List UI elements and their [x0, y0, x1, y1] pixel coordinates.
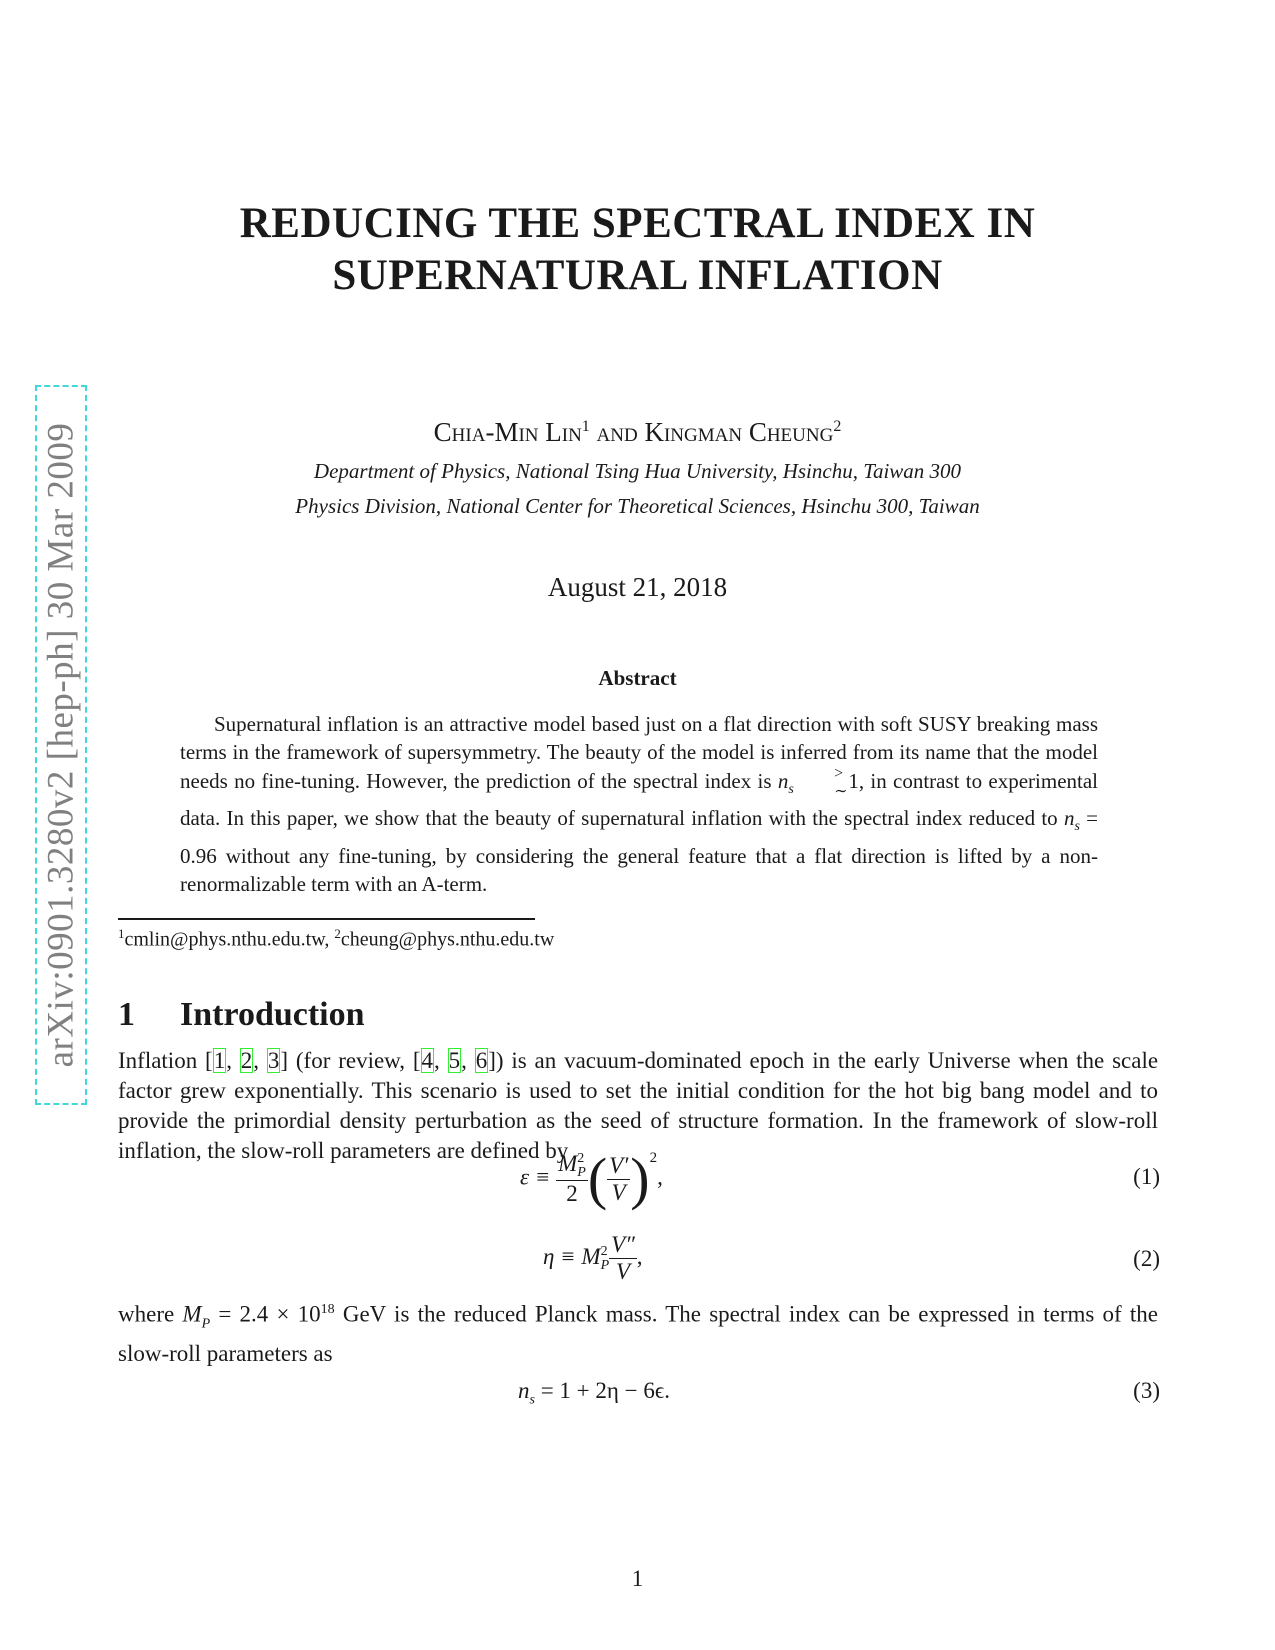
eq1-inner-den: V — [611, 1179, 626, 1205]
equation-2 — [543, 1232, 643, 1285]
equation-1-number: (1) — [1133, 1164, 1160, 1189]
section-heading — [118, 996, 365, 1034]
equation-2-number: (2) — [1133, 1246, 1160, 1271]
title-line-2: SUPERNATURAL INFLATION — [332, 252, 943, 299]
arxiv-stamp[interactable] — [35, 385, 87, 1105]
ns-geq-value: 1 — [842, 768, 859, 793]
footnote — [118, 926, 554, 952]
section-title: Introduction — [180, 996, 365, 1033]
email-2: cheung@phys.nthu.edu.tw — [340, 928, 555, 951]
page-number: 1 — [631, 1566, 644, 1591]
intro-text-d: where — [118, 1301, 183, 1327]
ns-symbol: n — [777, 768, 789, 793]
citation-link[interactable]: 6 — [475, 1048, 488, 1073]
author-1-mark: 1 — [581, 418, 590, 435]
eq1-inner-num: V′ — [609, 1152, 629, 1178]
paper-date: August 21, 2018 — [547, 572, 728, 602]
arxiv-id: arXiv:0901.3280v2 [hep-ph] 30 Mar 2009 — [40, 422, 82, 1068]
eq3-rhs: = 1 + 2η − 6ϵ. — [534, 1378, 670, 1403]
eq2-num: V″ — [611, 1232, 635, 1257]
eq2-tail: , — [636, 1243, 643, 1269]
email-1: cmlin@phys.nthu.edu.tw, — [124, 928, 335, 951]
planck-exponent: 18 — [320, 1302, 335, 1317]
eq2-fraction — [609, 1232, 637, 1285]
section-number: 1 — [118, 996, 135, 1033]
citation-link[interactable]: 5 — [448, 1048, 461, 1073]
author-line — [0, 417, 1275, 448]
abstract-text-1: Supernatural inflation is an attractive model based just on a flat direction with soft SUSY breaking mass terms in the framework of supersymmetry. The beauty of the model is inferred from its name that the model needs no fine-tuning. However, the prediction of the spectral index is — [180, 712, 1098, 793]
eq1-num-sup: 2 — [577, 1150, 585, 1166]
citation-link[interactable]: 2 — [240, 1048, 253, 1073]
ns-eq-sub: s — [1074, 819, 1080, 835]
citation-link[interactable]: 4 — [421, 1048, 434, 1073]
eq2-sup: 2 — [600, 1243, 608, 1259]
equation-3-number: (3) — [1133, 1378, 1160, 1403]
abstract-text-3: without any fine-tuning, by considering the general feature that a flat direction is lifted by a non-renormalizable term with an A-term. — [180, 843, 1098, 896]
ns-eq-value: = 0.96 — [180, 806, 1099, 868]
citation-group-b: [4, 5, 6] — [412, 1048, 496, 1073]
paper-title — [0, 198, 1275, 302]
eq1-exponent: 2 — [649, 1149, 658, 1166]
intro-text-b: (for review, — [288, 1048, 413, 1073]
equation-1: ε ≡ M 2 P 2 ( $\frac{V'}{V}$ )$^2$, — [520, 1146, 663, 1211]
planck-mass-sub: P — [201, 1316, 211, 1332]
eq1-den: 2 — [566, 1180, 578, 1206]
author-2-mark: 2 — [833, 418, 842, 435]
eq1-lhs: ε ≡ — [520, 1164, 551, 1190]
eq2-den: V — [615, 1259, 630, 1284]
gtrsim-symbol: > ∼ — [834, 764, 848, 800]
equation-3 — [518, 1378, 670, 1409]
abstract-text-2: , in contrast to experimental data. In this paper, we show that the beauty of supernatural inflation with the spectral index reduced to — [180, 768, 1099, 831]
footnote-mark-1: 1 — [118, 926, 125, 941]
intro-text-a: Inflation — [118, 1048, 206, 1073]
intro-text-c: ) is an vacuum-dominated epoch in the early Universe when the scale factor grew exponentially. This scenario is used to set the initial condition for the hot big bang model and to provide the primordial density perturbation as the seed of structure formation. In the framework of slow-roll inflation, the slow-roll parameters are defined by — [118, 1048, 1159, 1163]
author-1: Chia-Min Lin — [433, 417, 582, 447]
eq1-inner-fraction — [607, 1153, 630, 1206]
footnote-rule — [118, 918, 535, 920]
author-2: Kingman Cheung — [644, 417, 834, 447]
title-line-1: REDUCING THE SPECTRAL INDEX IN — [239, 200, 1036, 247]
eq3-lhs: n — [518, 1378, 530, 1403]
eq2-sub: P — [600, 1257, 610, 1273]
intro-text-f: GeV is the reduced Planck mass. The spectral index can be expressed in terms of the slow-roll parameters as — [118, 1301, 1158, 1367]
eq1-num: M — [558, 1151, 578, 1177]
abstract-body — [180, 710, 1098, 898]
ns-sub: s — [788, 781, 794, 797]
eq1-num-sub: P — [577, 1164, 586, 1180]
footnote-mark-2: 2 — [334, 926, 341, 941]
eq2-lhs: η ≡ M — [543, 1243, 601, 1269]
author-conjunction: and — [596, 417, 638, 447]
eq1-tail: , — [657, 1164, 663, 1190]
affiliation-1: Department of Physics, National Tsing Hua University, Hsinchu, Taiwan 300 — [313, 459, 962, 483]
abstract-heading: Abstract — [598, 666, 677, 690]
citation-group-a: [1, 2, 3] — [205, 1048, 289, 1073]
ns-eq-symbol: n — [1063, 806, 1075, 831]
affiliation-2: Physics Division, National Center for Theoretical Sciences, Hsinchu 300, Taiwan — [295, 494, 980, 518]
eq3-sub: s — [529, 1392, 535, 1408]
citation-link[interactable]: 3 — [267, 1048, 280, 1073]
planck-mass-symbol: M — [182, 1301, 202, 1327]
eq1-fraction — [556, 1151, 588, 1207]
citation-link[interactable]: 1 — [213, 1048, 226, 1073]
intro-text-e: = 2.4 × 10 — [210, 1301, 321, 1327]
intro-paragraph-2 — [118, 1295, 1158, 1369]
